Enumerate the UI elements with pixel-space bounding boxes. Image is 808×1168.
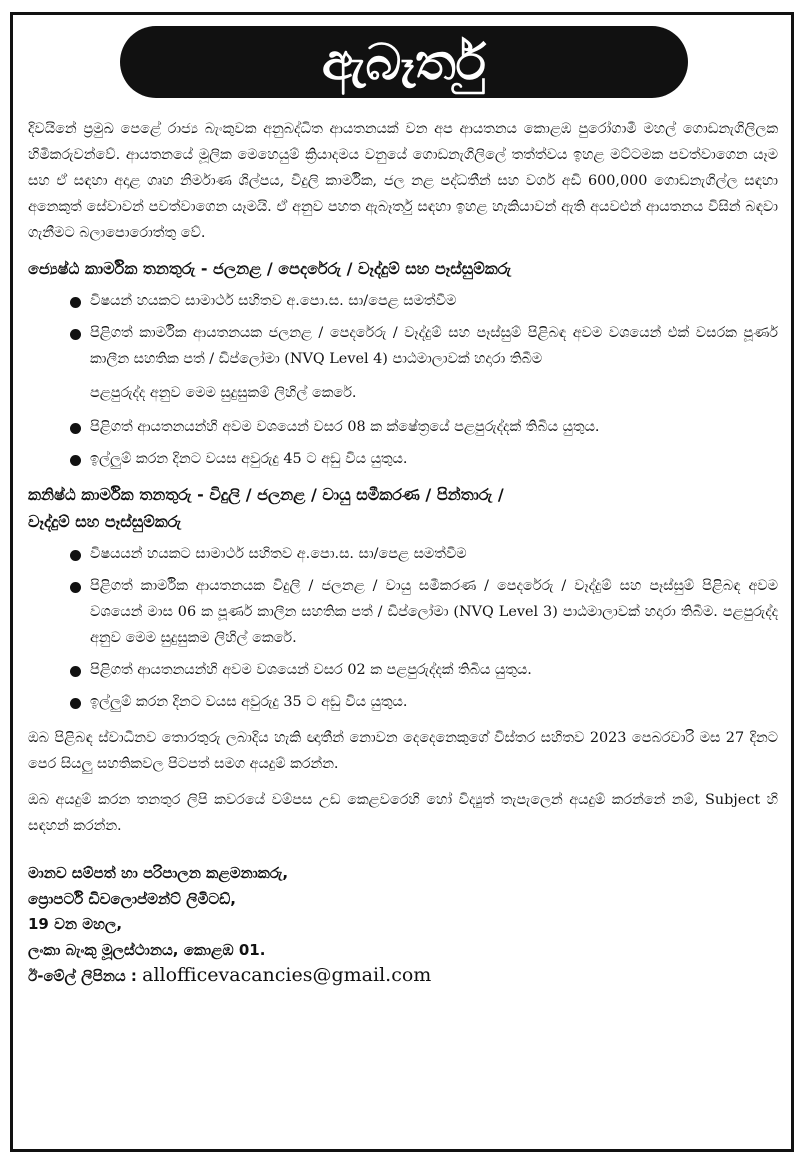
list-item: පිළිගත් ආයතනයන්හි අවම වශයෙන් වසර 08 ක ක්ෂේත්‍රයේ පළපුරුද්දක් තිබිය යුතුය.: [28, 414, 778, 440]
list-item: පිළිගත් ආයතනයන්හි අවම වශයෙන් වසර 02 ක පළපුරුද්දක් තිබිය යුතුය.: [28, 657, 778, 683]
email-label: ඊ-මේල් ලිපිනය :: [28, 967, 137, 985]
banner-title: ඇබෑර්තු: [322, 32, 486, 91]
bullet-icon: [70, 455, 81, 466]
vacancies-banner: [120, 26, 688, 98]
junior-heading-line2: වෑද්දුම් සහ පෑස්සුම්කරු: [28, 512, 182, 531]
relaxation-note: පළපුරුද්ද අනුව මෙම සුදුසුකම් ලිහිල් කෙරේ.: [90, 385, 357, 401]
senior-requirements-list-continued: [28, 414, 778, 472]
contact-address: [28, 861, 778, 990]
email-row: [28, 963, 778, 990]
bullet-icon: [70, 666, 81, 677]
address-line-building: ලංකා බැංකු මූලස්ථානය, කොළඹ 01.: [28, 940, 266, 959]
list-item: ඉල්ලුම් කරන දිනට වයස අවුරුදු 45 ට අඩු විය යුතුය.: [28, 446, 778, 472]
junior-positions-heading: [28, 481, 778, 535]
address-line-title: මානව සම්පත් හා පරිපාලන කළමනාකරු,: [28, 864, 289, 882]
bullet-icon: [70, 297, 81, 308]
address-line-floor: 19 වන මහල,: [28, 915, 123, 933]
senior-positions-heading: ජ්‍යෙෂ්ඨ කාර්මික තනතුරු - ජලනළ / පෙදරේරු / වෑද්දුම් සහ පෑස්සුම්කරු: [28, 259, 512, 278]
bullet-icon: [70, 329, 81, 340]
list-item: පිළිගත් කාර්මික ආයතනයක විදුලි / ජලනළ / වායු සමීකරණ / පෙදරේරු / වෑද්දුම් සහ පෑස්සුම් පිළිබඳ අවම වශයෙන් මාස 06 ක පූර්ණ කාලීන සහතික පත් / ඩිප්ලෝමා (NVQ Level 3) පාඨමාලාවක් හදාරා තිබීම. පළපුරුද්ද අනුව මෙම සුදුසුකම ලිහිල් කෙරේ.: [28, 573, 778, 651]
bullet-icon: [70, 582, 81, 593]
list-item: ඉල්ලුම් කරන දිනට වයස අවුරුදු 35 ට අඩු විය යුතුය.: [28, 689, 778, 715]
address-line-company: ප්‍රොපර්ටි ඩිවලොප්මන්ට් ලිමිටඩ්,: [28, 889, 236, 908]
email-address[interactable]: allofficevacancies@gmail.com: [142, 964, 432, 986]
senior-requirements-list: [28, 288, 778, 372]
bullet-icon: [70, 550, 81, 561]
junior-requirements-list: [28, 541, 778, 715]
junior-heading-line1: කනිෂ්ඨ කාර්මික තනතුරු - විදුලි / ජලනළ / වායු සමීකරණ / පින්තාරු /: [28, 485, 504, 504]
intro-paragraph: දිවයිනේ ප්‍රමුඛ පෙළේ රාජ්‍ය බැංකුවක අනුබද්ධිත ආයතනයක් වන අප ආයතනය කොළඹ පුරෝගාමී මහල් ගොඩනැගිලිලක හිමිකරුවන්වේ. ආයතනයේ මූලික මෙහෙයුම් ක්‍රියාදමය වනුයේ ගොඩනැගිලිලේ තත්ත්වය ඉහළ මට්ටමක පවත්වාගෙන යෑම සහ ඒ සඳහා අදාළ ගෘහ නිර්මාණ ශිල්පය, විදුලි කාර්මික, ජල නළ පද්ධතීන් සහ වර්ග අඩි 600,000 ගොඩනැගිල්ල සඳහා අනෙකුත් සේවාවන් පවත්වාගෙන යෑමයි. ඒ අනුව පහත ඇබෑර්තු සඳහා ඉහළ හැකියාවන් ඇති අයවළුන් ආයතනය විසින් බඳවා ගැනීමට බලාපොරොත්තු වේ.: [28, 121, 778, 241]
list-item: විෂයයන් හයකට සාමාර්ථ සහිතව අ.පො.ස. සා/පෙළ සමත්වීම: [28, 541, 778, 567]
bullet-icon: [70, 698, 81, 709]
list-item: පිළිගත් කාර්මික ආයතනයක ජලනළ / පෙදරේරු / වෑද්දුම් සහ පෑස්සුම් පිළිබඳ අවම වශයෙන් එක් වසරක පූර්ණ කාලීන සහතික පත් / ඩිප්ලෝමා (NVQ Level 4) පාඨමාලාවක් හදාරා තිබීම: [28, 320, 778, 372]
bullet-icon: [70, 423, 81, 434]
advert-content: [28, 116, 778, 990]
subject-instructions: ඔබ අයදුම් කරන තනතුර ලිපි කවරයේ වම්පස උඩ කෙළවරෙහි හෝ විද්‍යුත් තැපැලෙන් අයදුම් කරන්නේ නම්, Subject හි සඳහන් කරන්න.: [28, 792, 778, 834]
list-item: විෂයන් හයකට සාමාර්ථ සහිතව අ.පො.ස. සා/පෙළ සමත්වීම: [28, 288, 778, 314]
application-instructions: ඔබ පිළිබඳ ස්වාධීනව තොරතුරු ලබාදිය හැකි ඥාතීන් නොවන දෙදෙනෙකුගේ විස්තර සහිතව 2023 පෙබරවාරි මස 27 දිනට පෙර සියලු සහතිකවල පිටපත් සමග අයදුම් කරන්න.: [28, 730, 778, 772]
